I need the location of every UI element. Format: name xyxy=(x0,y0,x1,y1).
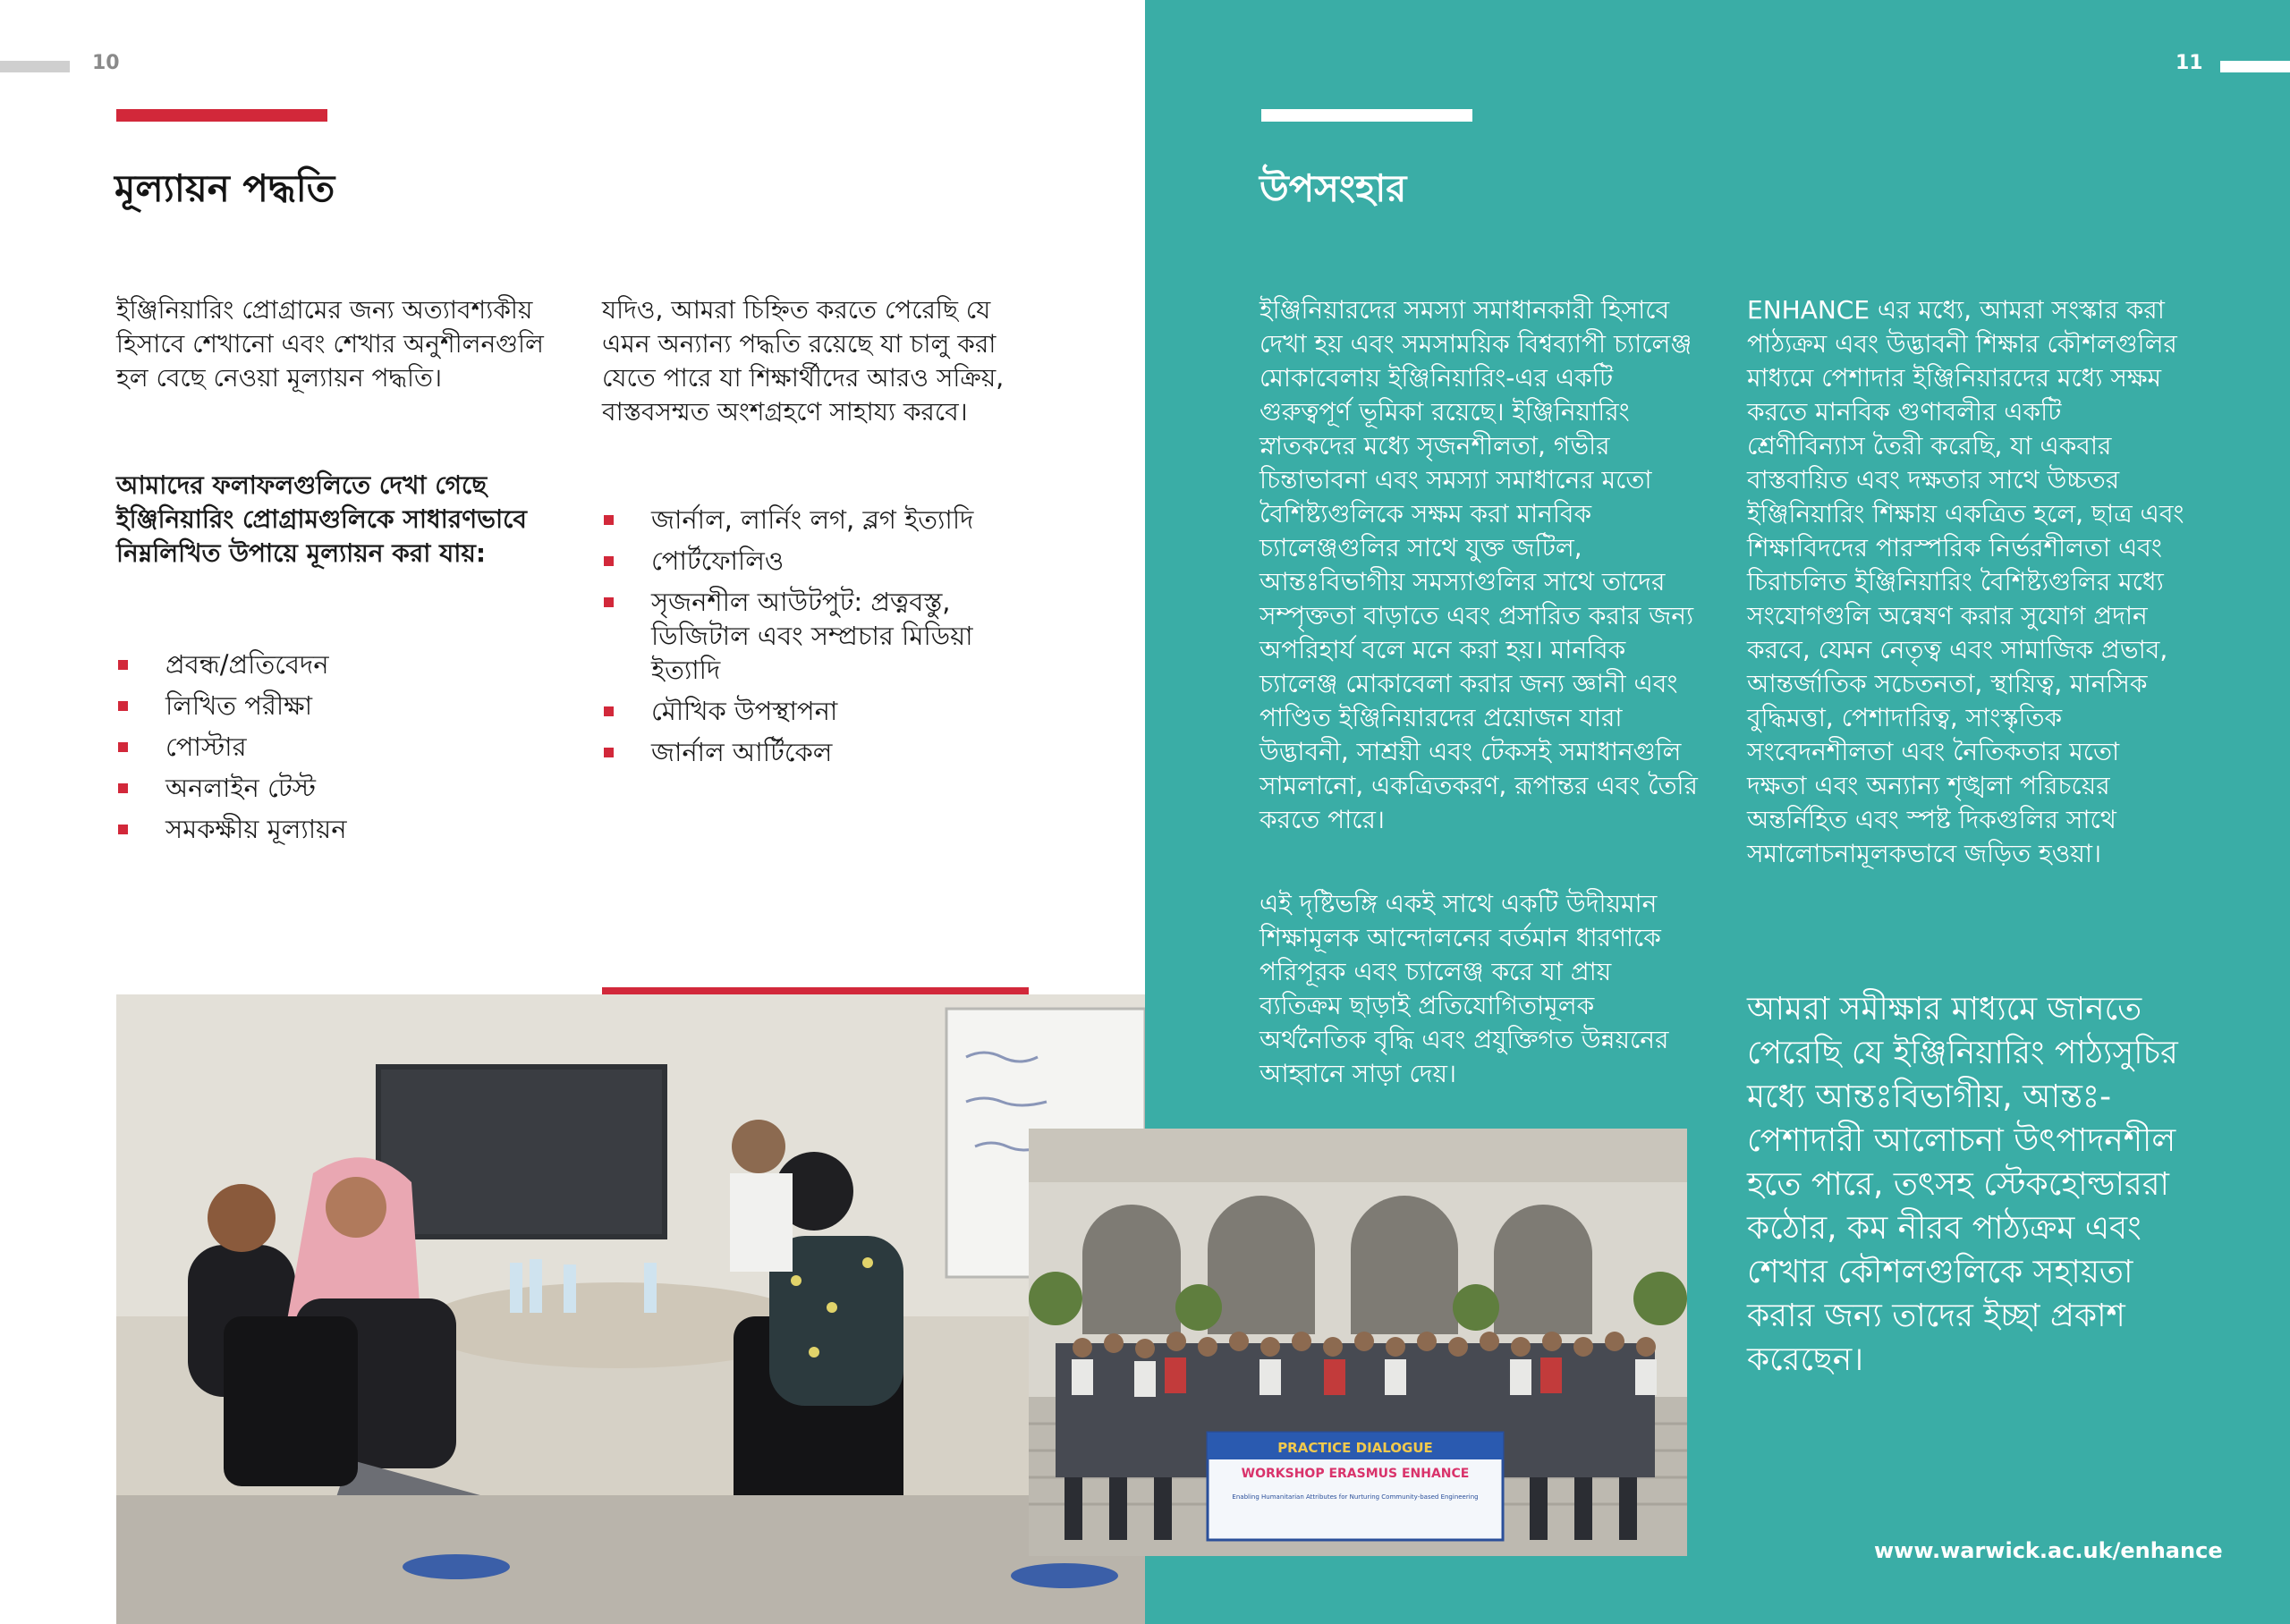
page-tab-right xyxy=(2220,61,2290,72)
bullet-square-icon xyxy=(118,825,128,834)
conclusion-paragraph-2: এই দৃষ্টিভঙ্গি একই সাথে একটি উদীয়মান শিক্ষামূলক আন্দোলনের বর্তমান ধারণাকে পরিপূরক এবং চ্যালেঞ্জ করে যা প্রায় ব্যতিক্রম ছাড়াই প্রতিযোগিতামূলক অর্থনৈতিক বৃদ্ধি এবং প্রযুক্তিগত উন্নয়নের আহ্বানে সাড়া দেয়। xyxy=(1260,889,1669,1088)
banner-title: PRACTICE DIALOGUE xyxy=(1277,1440,1433,1456)
workshop-classroom-photo xyxy=(116,994,1145,1624)
page-number-left: 10 xyxy=(92,52,120,74)
list-item: লিখিত পরীক্ষা xyxy=(116,689,546,723)
page-tab-left xyxy=(0,61,70,72)
list-item: জার্নাল আর্টিকেল xyxy=(602,735,1031,769)
bullet-square-icon xyxy=(118,742,128,752)
other-methods-paragraph: যদিও, আমরা চিহ্নিত করতে পেরেছি যে এমন অন্যান্য পদ্ধতি রয়েছে যা চালু করা যেতে পারে যা শিক্ষার্থীদের আরও সক্রিয়, বাস্তবসম্মত অংশগ্রহণে সাহায্য করবে। xyxy=(602,295,1005,427)
heading-accent-bar xyxy=(116,109,327,122)
list-item: অনলাইন টেস্ট xyxy=(116,771,546,805)
bullet-square-icon xyxy=(604,556,614,566)
page-heading-right: উপসংহার xyxy=(1260,166,1407,210)
list-item: সমকক্ষীয় মূল্যায়ন xyxy=(116,812,546,846)
list-item: প্রবন্ধ/প্রতিবেদন xyxy=(116,647,546,681)
bullet-square-icon xyxy=(604,515,614,525)
list-item: সৃজনশীল আউটপুট: প্রত্নবস্তু, ডিজিটাল এবং সম্প্রচার মিডিয়া ইত্যাদি xyxy=(602,585,1031,687)
bullet-square-icon xyxy=(604,597,614,607)
banner-tagline: Enabling Humanitarian Attributes for Nurturing Community-based Engineering xyxy=(1232,1493,1479,1501)
banner-subtitle: WORKSHOP ERASMUS ENHANCE xyxy=(1241,1467,1470,1481)
findings-paragraph: আমাদের ফলাফলগুলিতে দেখা গেছে ইঞ্জিনিয়ারিং প্রোগ্রামগুলিকে সাধারণভাবে নিম্নলিখিত উপায়ে মূল্যায়ন করা যায়: xyxy=(116,470,527,568)
conclusion-paragraph-1: ইঞ্জিনিয়ারদের সমস্যা সমাধানকারী হিসাবে দেখা হয় এবং সমসাময়িক বিশ্বব্যাপী চ্যালেঞ্জ মোকাবেলায় ইঞ্জিনিয়ারিং-এর একটি গুরুত্বপূর্ণ ভূমিকা রয়েছে। ইঞ্জিনিয়ারিং স্নাতকদের মধ্যে সৃজনশীলতা, গভীর চিন্তাভাবনা এবং সমস্যা সমাধানের মতো বৈশিষ্ট্যগুলিকে সক্ষম করা মানবিক চ্যালেঞ্জগুলির সাথে যুক্ত জটিল, আন্তঃবিভাগীয় সমস্যাগুলির সাথে তাদের সম্পৃক্ততা বাড়াতে এবং প্রসারিত করার জন্য অপরিহার্য বলে মনে করা হয়। মানবিক চ্যালেঞ্জ মোকাবেলা করার জন্য জ্ঞানী এবং পাণ্ডিত ইঞ্জিনিয়ারদের প্রয়োজন যারা উদ্ভাবনী, সাশ্রয়ী এবং টেকসই সমাধানগুলি সামলানো, একত্রিতকরণ, রূপান্তর এবং তৈরি করতে পারে। xyxy=(1260,295,1698,834)
bullet-square-icon xyxy=(118,701,128,711)
list-item: মৌখিক উপস্থাপনা xyxy=(602,694,1031,728)
list-item: জার্নাল, লার্নিং লগ, ব্লগ ইত্যাদি xyxy=(602,503,1031,537)
pull-quote: আমরা সমীক্ষার মাধ্যমে জানতে পেরেছি যে ইঞ্জিনিয়ারিং পাঠ্যসুচির মধ্যে আন্তঃবিভাগীয়, আন্তঃ-পেশাদারী আলোচনা উৎপাদনশীল হতে পারে, তৎসহ স্টেকহোল্ডাররা কঠোর, কম নীরব পাঠ্যক্রম এবং শেখার কৌশলগুলিকে সহায়তা করার জন্য তাদের ইচ্ছা প্রকাশ করেছেন। xyxy=(1747,991,2178,1378)
bullet-square-icon xyxy=(604,748,614,757)
enhance-paragraph: ENHANCE এর মধ্যে, আমরা সংস্কার করা পাঠ্যক্রম এবং উদ্ভাবনী শিক্ষার কৌশলগুলির মাধ্যমে পেশাদার ইঞ্জিনিয়ারদের মধ্যে সক্ষম করতে মানবিক গুণাবলীর একটি শ্রেণীবিন্যাস তৈরী করেছি, যা একবার বাস্তবায়িত এবং দক্ষতার সাথে উচ্চতর ইঞ্জিনিয়ারিং শিক্ষায় একত্রিত হলে, ছাত্র এবং শিক্ষাবিদদের পারস্পরিক নির্ভরশীলতা এবং চিরাচলিত ইঞ্জিনিয়ারিং বৈশিষ্ট্যগুলির মধ্যে সংযোগগুলি অন্বেষণ করার সুযোগ প্রদান করবে, যেমন নেতৃত্ব এবং সামাজিক প্রভাব, আন্তর্জাতিক সচেতনতা, স্থায়িত্ব, মানসিক বুদ্ধিমত্তা, পেশাদারিত্ব, সাংস্কৃতিক সংবেদনশীলতা এবং নৈতিকতার মতো দক্ষতা এবং অন্যান্য শৃঙ্খলা পরিচয়ের অন্তর্নিহিত এবং স্পষ্ট দিকগুলির সাথে সমালোচনামূলকভাবে জড়িত হওয়া। xyxy=(1747,295,2184,868)
heading-accent-bar xyxy=(1261,109,1472,122)
page-number-right: 11 xyxy=(2176,52,2203,74)
bullet-square-icon xyxy=(118,783,128,793)
assessment-methods-list xyxy=(116,647,546,853)
alternative-methods-list xyxy=(602,503,1031,776)
intro-paragraph: ইঞ্জিনিয়ারিং প্রোগ্রামের জন্য অত্যাবশ্যকীয় হিসাবে শেখানো এবং শেখার অনুশীলনগুলি হল বেছে নেওয়া মূল্যায়ন পদ্ধতি। xyxy=(116,295,544,393)
bullet-square-icon xyxy=(604,706,614,716)
list-item: পোস্টার xyxy=(116,730,546,764)
list-item: পোর্টফোলিও xyxy=(602,544,1031,578)
website-url[interactable]: www.warwick.ac.uk/enhance xyxy=(1874,1538,2223,1563)
group-photo xyxy=(1029,1129,1687,1556)
page-heading-left: মূল্যায়ন পদ্ধতি xyxy=(114,166,335,210)
bullet-square-icon xyxy=(118,660,128,670)
